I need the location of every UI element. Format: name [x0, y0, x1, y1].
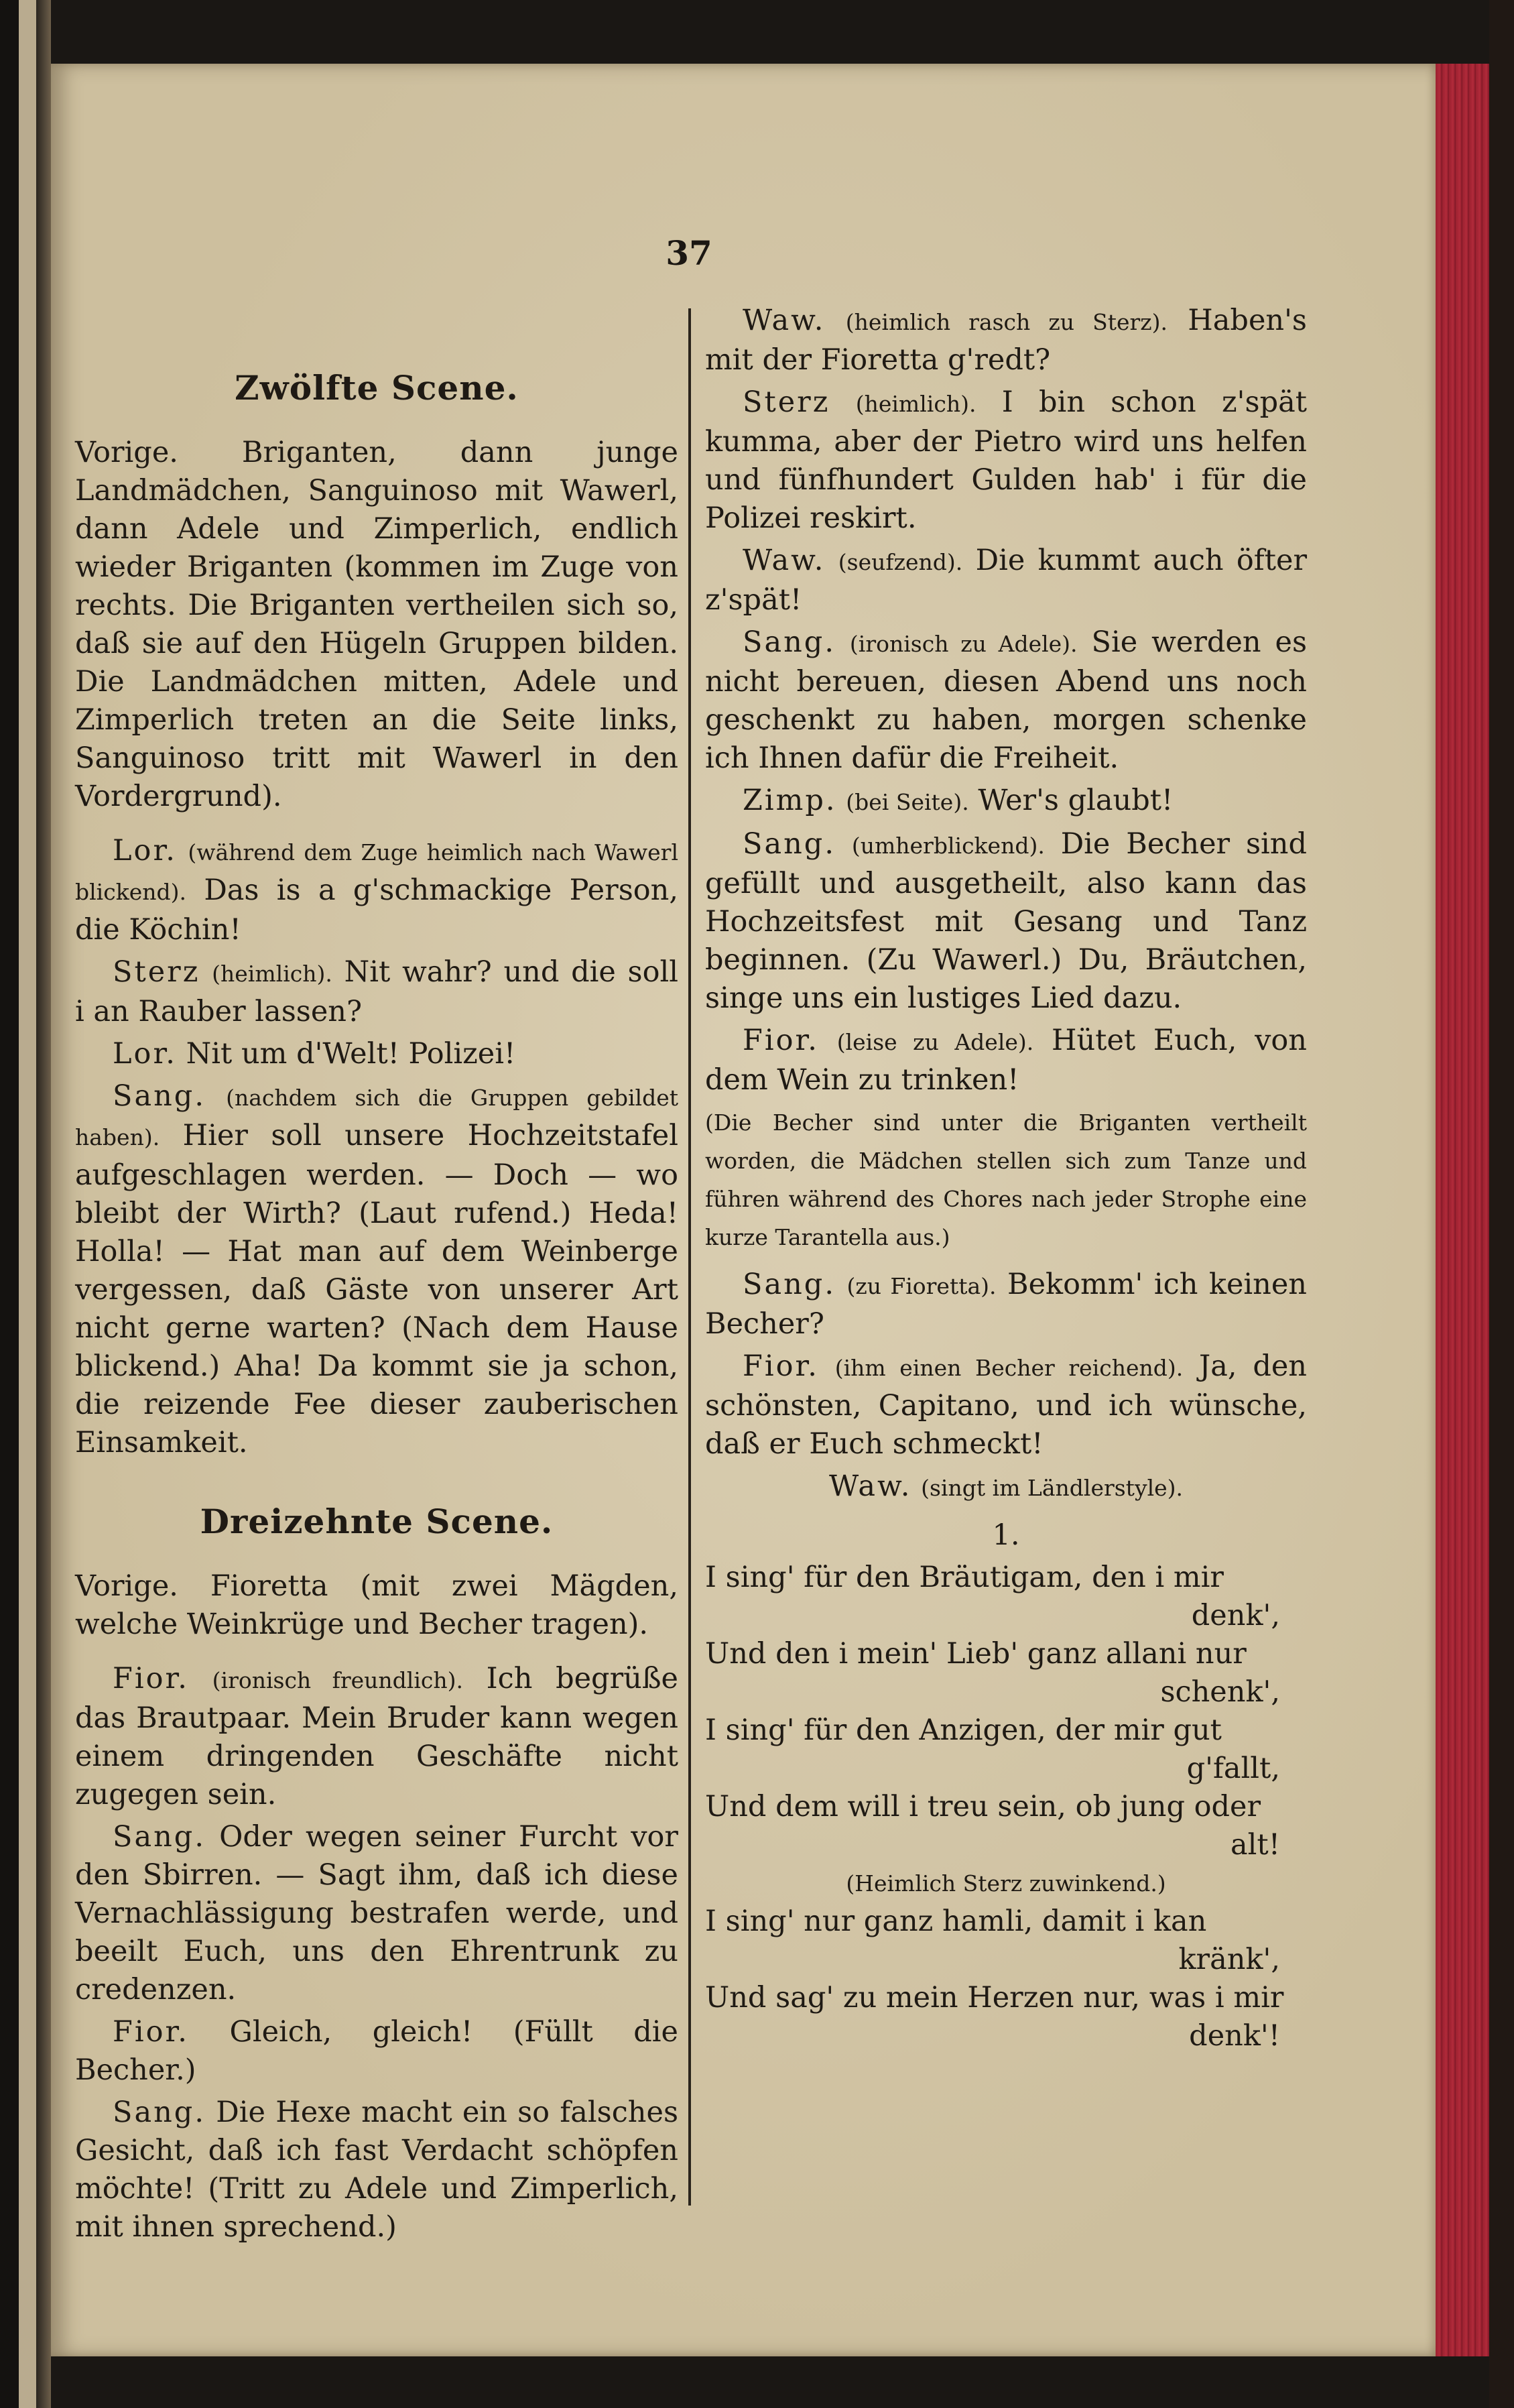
line-text: Ich begrüße das Brautpaar. Mein Bruder kann wegen einem dringenden Geschäfte nicht zugegen sein.	[75, 1662, 678, 1811]
verse-continuation: denk',	[1191, 1599, 1280, 1632]
verse-continuation: g'fallt,	[1186, 1752, 1280, 1785]
line-text: I bin schon z'spät kumma, aber der Pietro wird uns helfen und fünfhundert Gulden hab' i für die Polizei reskirt.	[705, 385, 1308, 535]
line-text: Oder wegen seiner Furcht vor den Sbirren. — Sagt ihm, daß ich diese Vernachlässigung bestrafen werde, und beeilt Euch, uns den Ehrentrunk zu credenzen.	[75, 1820, 678, 2006]
direction: (umherblickend).	[851, 833, 1045, 859]
direction: (ihm einen Becher reichend).	[834, 1355, 1184, 1381]
line-text: Wer's glaubt!	[978, 784, 1174, 817]
speaker: Sang.	[743, 1268, 836, 1301]
line-text: Hütet Euch, von dem Wein zu trinken!	[705, 1024, 1307, 1097]
page-edges-red	[1436, 64, 1489, 2356]
speaker: Sang.	[113, 1079, 206, 1113]
speaker: Lor.	[113, 834, 177, 867]
right-cover	[1489, 0, 1514, 2408]
direction: (singt im Ländlerstyle).	[921, 1475, 1184, 1501]
verse-text: Und dem will i treu sein, ob jung oder	[705, 1790, 1261, 1823]
dialogue-line	[75, 832, 678, 949]
line-text: Nit um d'Welt! Polizei!	[186, 1037, 516, 1071]
speaker: Waw.	[743, 304, 826, 337]
speaker: Sang.	[743, 827, 836, 861]
direction: (ironisch zu Adele).	[849, 631, 1078, 657]
direction: (heimlich).	[212, 961, 332, 987]
binding-gutter	[36, 0, 51, 2408]
line-text: Haben's mit der Fioretta g'redt?	[705, 304, 1307, 377]
verse-text: I sing' nur ganz hamli, damit i kan	[705, 1905, 1207, 1938]
speaker: Waw.	[828, 1469, 912, 1503]
line-text: Nit wahr? und die soll i an Rauber lassen?	[75, 955, 678, 1028]
verse-text: Und den i mein' Lieb' ganz allani nur	[705, 1637, 1247, 1671]
direction: (ironisch freundlich).	[212, 1667, 464, 1693]
verse-text: I sing' für den Bräutigam, den i mir	[705, 1561, 1224, 1594]
verse-text: Und sag' zu mein Herzen nur, was i mir	[705, 1981, 1284, 2014]
song-intro	[705, 1467, 1307, 1507]
dialogue-line	[705, 302, 1307, 379]
line-text: Gleich, gleich! (Füllt die Becher.)	[75, 2015, 678, 2087]
speaker: Fior.	[743, 1024, 819, 1057]
dialogue-line	[75, 1660, 678, 1814]
dialogue-line	[705, 825, 1307, 1018]
dialogue-line	[75, 2013, 678, 2090]
line-text: Ja, den schönsten, Capitano, und ich wünsche, daß er Euch schmeckt!	[705, 1349, 1307, 1461]
dialogue-line	[705, 1347, 1307, 1463]
dialogue-line	[705, 623, 1307, 778]
speaker: Sang.	[743, 625, 836, 659]
line-text: Die Hexe macht ein so falsches Gesicht, daß ich fast Verdacht schöpfen möchte! (Tritt zu Adele und Zimperlich, mit ihnen sprechend.)	[75, 2096, 679, 2244]
direction: (leise zu Adele).	[836, 1029, 1034, 1055]
speaker: Fior.	[743, 1349, 819, 1383]
direction: (während dem Zuge heimlich nach Wawerl blickend).	[75, 839, 679, 905]
verse-continuation: denk'!	[1189, 2019, 1280, 2053]
direction: (bei Seite).	[846, 789, 969, 815]
stage-direction: Vorige. Fioretta (mit zwei Mägden, welche Weinkrüge und Becher tragen).	[75, 1569, 678, 1641]
dialogue-line	[705, 542, 1307, 619]
line-text: Sie werden es nicht bereuen, diesen Abend uns noch geschenkt zu haben, morgen schenke ich Ihnen dafür die Freiheit.	[705, 625, 1308, 775]
speaker: Lor.	[113, 1037, 177, 1071]
scene-heading: Dreizehnte Scene.	[200, 1502, 554, 1541]
line-text: Hier soll unsere Hochzeitstafel aufgeschlagen werden. — Doch — wo bleibt der Wirth? (Laut rufend.) Heda! Holla! — Hat man auf dem Weinberge vergessen, daß Gäste von unserer Art nicht gerne warten? (Nach dem Hause blickend.) Aha! Da kommt sie ja schon, die reizende Fee dieser zauberischen Einsamkeit.	[75, 1119, 678, 1459]
previous-page-edge	[19, 0, 36, 2408]
speaker: Waw.	[743, 544, 826, 577]
verse-text: I sing' für den Anzigen, der mir gut	[705, 1713, 1222, 1747]
speaker: Fior.	[113, 2015, 189, 2049]
right-column	[705, 302, 1307, 2055]
verse-line	[705, 1711, 1307, 1788]
stage-direction: Vorige. Briganten, dann junge Landmädchen, Sanguinoso mit Wawerl, dann Adele und Zimperlich, endlich wieder Briganten (kommen im Zuge von rechts. Die Briganten vertheilen sich so, daß sie auf den Hügeln Gruppen bilden. Die Landmädchen mitten, Adele und Zimperlich treten an die Seite links, Sanguinoso tritt mit Wawerl in den Vordergrund).	[75, 436, 678, 813]
dialogue-line	[75, 2094, 678, 2246]
direction: (seufzend).	[838, 549, 963, 575]
dialogue-line	[705, 782, 1307, 821]
speaker: Sterz	[113, 955, 200, 989]
line-text: Die Becher sind gefüllt und ausgetheilt, also kann das Hochzeitsfest mit Gesang und Tanz beginnen. (Zu Wawerl.) Du, Bräutchen, singe uns ein lustiges Lied dazu.	[705, 827, 1307, 1015]
verse-line	[705, 1559, 1307, 1635]
dialogue-line	[75, 1077, 678, 1462]
left-column	[75, 302, 678, 2250]
line-text: Das is a g'schmackige Person, die Köchin!	[75, 874, 679, 947]
verse-line	[705, 1635, 1307, 1711]
direction: (heimlich).	[855, 391, 976, 417]
direction: (heimlich rasch zu Sterz).	[845, 309, 1168, 335]
speaker: Fior.	[113, 1662, 189, 1695]
scene-heading: Zwölfte Scene.	[235, 368, 519, 408]
dialogue-line	[705, 1022, 1307, 1099]
left-cover	[0, 0, 19, 2408]
direction: (zu Fioretta).	[846, 1273, 997, 1299]
verse-number: 1.	[992, 1518, 1020, 1552]
speaker: Sang.	[113, 1820, 206, 1854]
verse-line	[705, 1788, 1307, 1864]
column-divider	[688, 308, 691, 2206]
speaker: Zimp.	[743, 784, 837, 817]
verse-continuation: schenk',	[1160, 1675, 1280, 1709]
speaker: Sterz	[743, 385, 830, 419]
verse-line	[705, 1903, 1307, 1979]
dialogue-line	[705, 383, 1307, 538]
aside-direction: (Heimlich Sterz zuwinkend.)	[846, 1870, 1166, 1897]
line-text: Bekomm' ich keinen Becher?	[705, 1268, 1307, 1341]
line-text: Die kummt auch öfter z'spät!	[705, 544, 1308, 617]
verse-continuation: alt!	[1231, 1828, 1280, 1862]
dialogue-line	[75, 1818, 678, 2009]
dialogue-line	[75, 1035, 678, 1073]
dialogue-line	[705, 1266, 1307, 1343]
direction: (nachdem sich die Gruppen gebildet haben).	[75, 1085, 678, 1150]
verse-line	[705, 1979, 1307, 2055]
page-number: 37	[666, 233, 712, 273]
stage-direction: (Die Becher sind unter die Briganten vertheilt worden, die Mädchen stellen sich zum Tanze und führen während des Chores nach jeder Strophe eine kurze Tarantella aus.)	[705, 1109, 1307, 1250]
verse-continuation: kränk',	[1178, 1943, 1280, 1976]
dialogue-line	[75, 953, 678, 1031]
speaker: Sang.	[113, 2096, 206, 2129]
